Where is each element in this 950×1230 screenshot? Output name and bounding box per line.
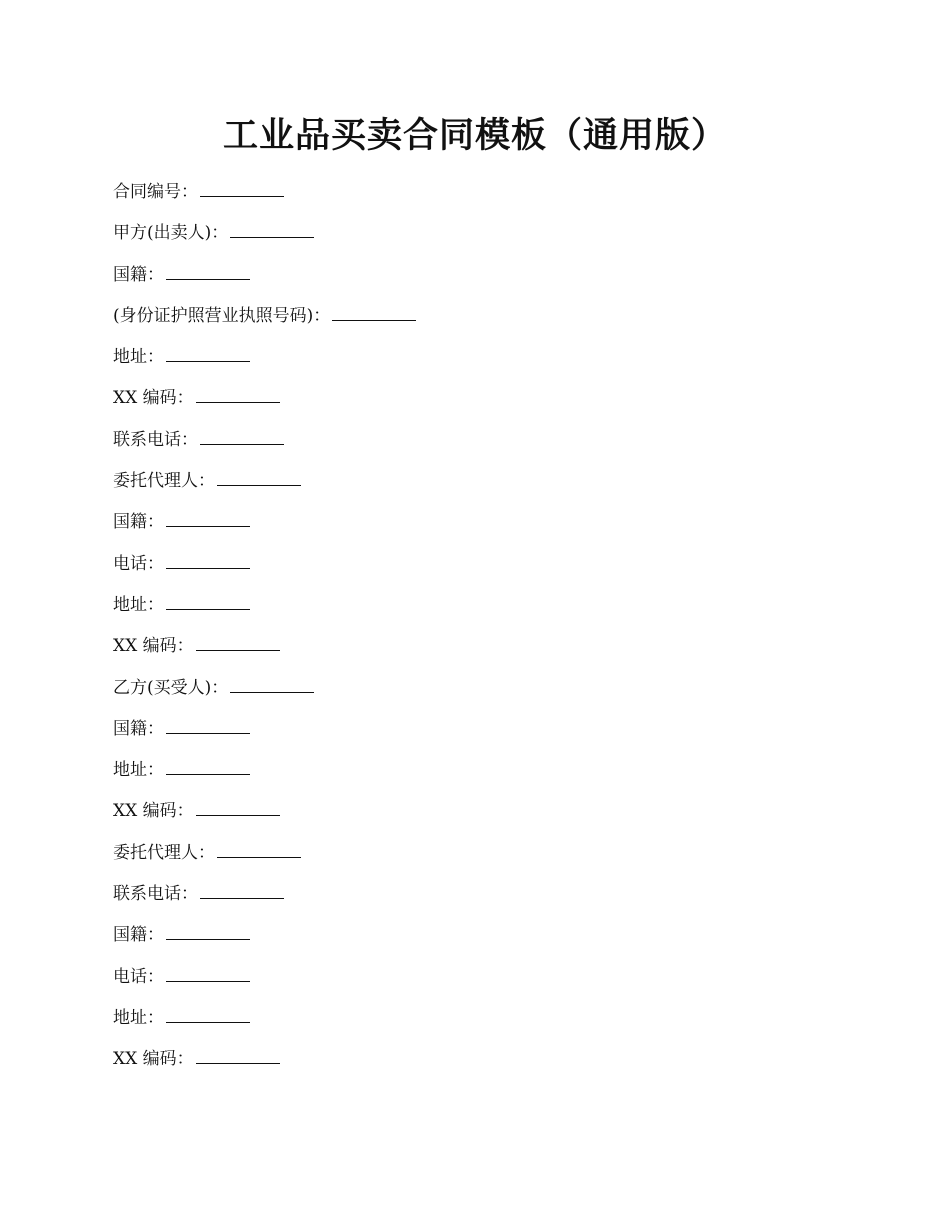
field-party-b-postcode: [113, 797, 833, 838]
field-label: 地址：: [113, 594, 164, 615]
field-party-b-nationality: [113, 715, 833, 756]
field-blank-line[interactable]: [166, 343, 250, 362]
field-blank-line[interactable]: [196, 797, 280, 816]
field-blank-line[interactable]: [166, 756, 250, 775]
field-label: 合同编号：: [113, 182, 198, 202]
field-blank-line[interactable]: [230, 219, 314, 238]
field-blank-line[interactable]: [217, 839, 301, 858]
field-label: 联系电话：: [113, 429, 198, 450]
field-label: XX 编码：: [113, 801, 194, 822]
field-blank-line[interactable]: [166, 508, 250, 527]
field-label: 国籍：: [113, 264, 164, 285]
field-blank-line[interactable]: [166, 550, 250, 569]
field-party-a-agent-phone: [113, 550, 833, 591]
field-label: XX 编码：: [113, 636, 194, 657]
field-label: 地址：: [113, 760, 164, 781]
field-label: 委托代理人：: [113, 471, 215, 492]
field-party-b-agent: [113, 839, 833, 880]
field-party-a-agent-address: [113, 591, 833, 632]
field-party-b-agent-postcode: [113, 1045, 833, 1086]
field-blank-line[interactable]: [166, 963, 250, 982]
document-title: 工业品买卖合同模板（通用版）: [222, 115, 727, 156]
field-party-a-agent-nationality: [113, 508, 833, 549]
field-party-a-agent-postcode: [113, 632, 833, 673]
field-blank-line[interactable]: [200, 178, 284, 197]
field-blank-line[interactable]: [196, 1045, 280, 1064]
field-blank-line[interactable]: [166, 715, 250, 734]
field-blank-line[interactable]: [166, 1004, 250, 1023]
field-blank-line[interactable]: [166, 921, 250, 940]
field-party-a-phone: [113, 426, 833, 467]
field-blank-line[interactable]: [196, 632, 280, 651]
field-label: 电话：: [113, 553, 164, 574]
field-label: (身份证护照营业执照号码)：: [113, 305, 331, 326]
field-party-b-agent-address: [113, 1004, 833, 1045]
field-label: 电话：: [113, 966, 164, 987]
field-label: 甲方(出卖人)：: [113, 223, 229, 244]
field-label: 国籍：: [113, 718, 164, 739]
field-party-a-postcode: [113, 384, 833, 425]
field-label: XX 编码：: [113, 388, 194, 409]
field-label: 地址：: [113, 347, 164, 368]
field-party-b: [113, 674, 833, 715]
field-blank-line[interactable]: [166, 591, 250, 610]
contract-fields: [113, 178, 833, 1087]
field-label: 委托代理人：: [113, 842, 215, 863]
field-blank-line[interactable]: [200, 426, 284, 445]
field-party-a-address: [113, 343, 833, 384]
field-label: 国籍：: [113, 925, 164, 946]
field-blank-line[interactable]: [196, 384, 280, 403]
field-label: 乙方(买受人)：: [113, 677, 229, 698]
field-label: XX 编码：: [113, 1049, 194, 1070]
field-blank-line[interactable]: [200, 880, 284, 899]
field-party-b-agent-nationality: [113, 921, 833, 962]
field-party-a-agent: [113, 467, 833, 508]
field-blank-line[interactable]: [217, 467, 301, 486]
field-party-b-phone: [113, 880, 833, 921]
field-contract-number: [113, 178, 833, 219]
field-blank-line[interactable]: [166, 261, 250, 280]
field-label: 联系电话：: [113, 884, 198, 905]
field-party-a-id-number: [113, 302, 833, 343]
field-party-a-nationality: [113, 261, 833, 302]
field-blank-line[interactable]: [230, 674, 314, 693]
field-label: 国籍：: [113, 512, 164, 533]
field-party-b-address: [113, 756, 833, 797]
field-label: 地址：: [113, 1007, 164, 1028]
field-party-b-agent-phone: [113, 963, 833, 1004]
field-party-a: [113, 219, 833, 260]
field-blank-line[interactable]: [332, 302, 416, 321]
